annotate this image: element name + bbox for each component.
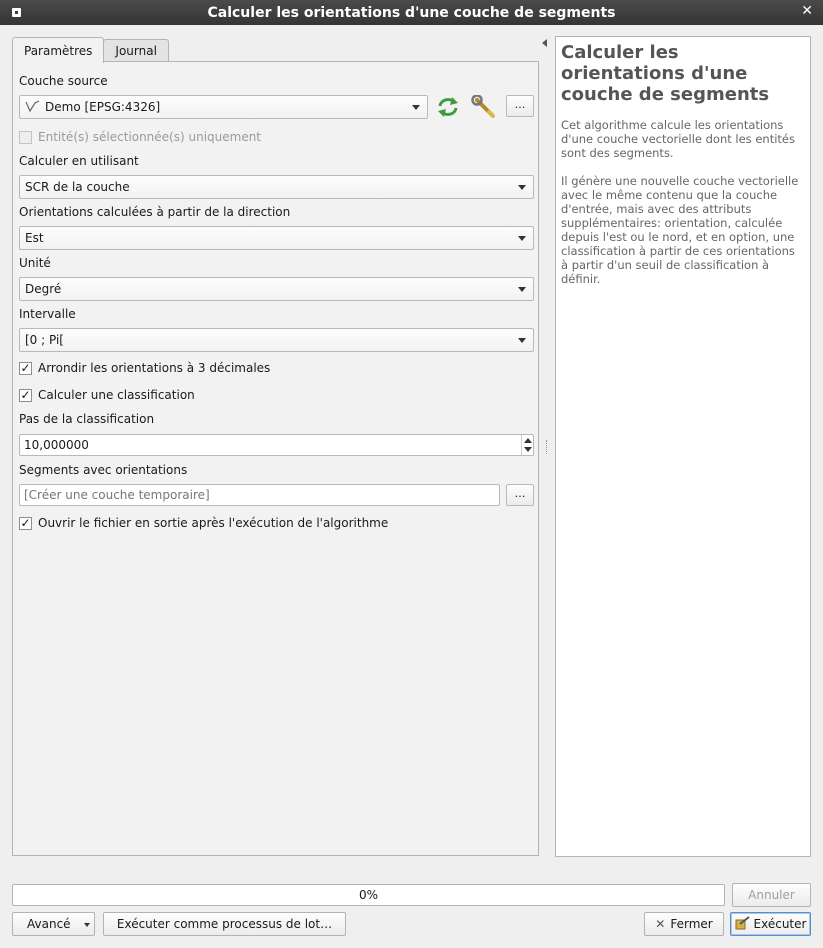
advanced-label: Avancé	[27, 917, 71, 931]
close-button[interactable]	[644, 912, 724, 936]
source-layer-label: Couche source	[19, 74, 108, 88]
interval-combo[interactable]	[19, 328, 534, 352]
compute-using-value: SCR de la couche	[25, 180, 130, 194]
help-paragraph-1: Cet algorithme calcule les orientations d'une couche vectorielle dont les entités sont des segments.	[561, 118, 795, 160]
batch-process-button[interactable]: Exécuter comme processus de lot…	[103, 912, 346, 936]
unit-combo[interactable]	[19, 277, 534, 301]
source-layer-options-button[interactable]: …	[506, 95, 534, 117]
help-panel	[555, 36, 811, 857]
output-path-input[interactable]	[19, 484, 500, 506]
checkbox-checked-icon: ✓	[20, 387, 31, 402]
progress-bar	[12, 884, 725, 906]
chevron-down-icon	[84, 923, 90, 927]
direction-label: Orientations calculées à partir de la direction	[19, 205, 291, 219]
wrench-icon[interactable]	[471, 95, 497, 122]
help-title: Calculer les orientations d'une couche de segments	[561, 42, 770, 105]
compute-using-label: Calculer en utilisant	[19, 154, 139, 168]
window-title: Calculer les orientations d'une couche de segments	[207, 4, 616, 21]
interval-value: [0 ; Pi[	[25, 333, 64, 347]
chevron-down-icon	[518, 338, 526, 343]
source-layer-combo[interactable]	[19, 95, 428, 119]
output-placeholder: [Créer une couche temporaire]	[24, 488, 210, 502]
selected-only-label: Entité(s) sélectionnée(s) uniquement	[38, 130, 262, 144]
checkbox-checked-icon: ✓	[20, 515, 31, 530]
class-step-label: Pas de la classification	[19, 412, 155, 426]
title-bar	[0, 0, 823, 25]
close-label: Fermer	[670, 917, 713, 931]
close-icon: ✕	[655, 917, 666, 931]
selected-only-checkbox[interactable]	[19, 130, 261, 144]
open-output-label: Ouvrir le fichier en sortie après l'exécution de l'algorithme	[38, 516, 389, 530]
collapse-help-icon[interactable]	[542, 39, 547, 47]
progress-text: 0%	[358, 888, 379, 902]
open-output-checkbox[interactable]	[19, 516, 388, 530]
window-close-icon[interactable]: ✕	[801, 3, 813, 19]
tab-bar	[12, 37, 168, 62]
output-options-button[interactable]: …	[506, 484, 534, 506]
direction-combo[interactable]	[19, 226, 534, 250]
classify-checkbox[interactable]	[19, 388, 195, 402]
class-step-value: 10,000000	[24, 438, 89, 452]
compute-using-combo[interactable]	[19, 175, 534, 199]
classify-label: Calculer une classification	[38, 388, 195, 402]
round-orientations-checkbox[interactable]	[19, 361, 270, 375]
run-label: Exécuter	[753, 917, 807, 931]
output-label: Segments avec orientations	[19, 463, 188, 477]
refresh-icon[interactable]	[436, 96, 460, 121]
unit-value: Degré	[25, 282, 62, 296]
line-layer-icon	[25, 99, 41, 116]
tab-journal[interactable]: Journal	[103, 39, 169, 62]
unit-label: Unité	[19, 256, 51, 270]
splitter-handle[interactable]	[546, 440, 548, 454]
run-icon	[735, 916, 751, 933]
window-menu-icon[interactable]	[12, 8, 21, 17]
source-layer-value: Demo [EPSG:4326]	[45, 100, 161, 114]
chevron-down-icon	[518, 185, 526, 190]
advanced-button[interactable]	[12, 912, 95, 936]
round-orientations-label: Arrondir les orientations à 3 décimales	[38, 361, 271, 375]
help-paragraph-2: Il génère une nouvelle couche vectorielle avec le même contenu que la couche d'entrée, mais avec des attributs supplémentaires: orientation, calculée depuis l'est ou le nord, et en option, une classification à partir de ces orientations à partir d'un seuil de classification à définir.	[561, 174, 799, 286]
chevron-down-icon	[518, 236, 526, 241]
chevron-down-icon	[518, 287, 526, 292]
spin-down-icon[interactable]	[524, 447, 532, 452]
class-step-spinbox[interactable]	[19, 434, 534, 456]
run-button[interactable]	[730, 912, 811, 936]
checkbox-box	[19, 131, 32, 144]
interval-label: Intervalle	[19, 307, 76, 321]
cancel-button[interactable]: Annuler	[732, 883, 811, 907]
parameters-panel	[12, 61, 539, 856]
checkbox-checked-icon: ✓	[20, 360, 31, 375]
chevron-down-icon	[412, 105, 420, 110]
tab-parametres[interactable]: Paramètres	[12, 37, 104, 63]
spin-buttons[interactable]	[521, 435, 533, 455]
spin-up-icon[interactable]	[524, 438, 532, 443]
direction-value: Est	[25, 231, 44, 245]
